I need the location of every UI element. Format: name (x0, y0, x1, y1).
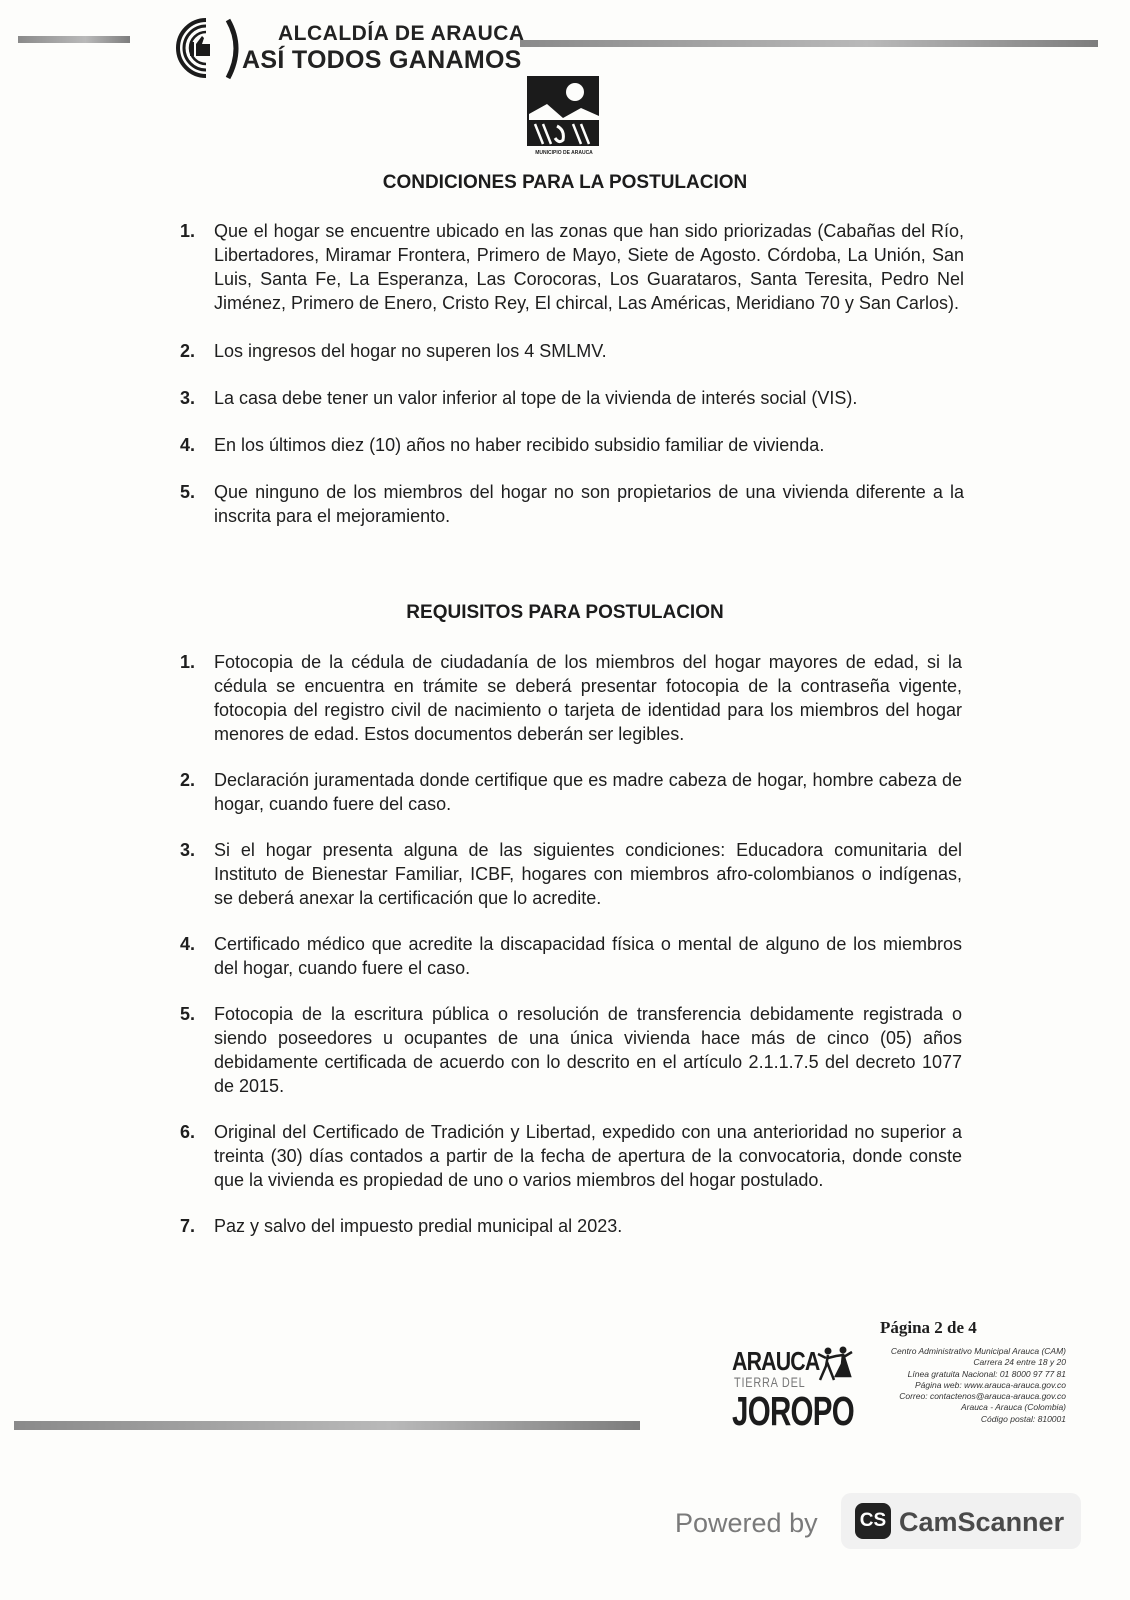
item-number: 2. (180, 341, 196, 361)
item-number: 4. (180, 435, 196, 455)
item-text: Que ninguno de los miembros del hogar no son propietarios de una vivienda diferente a la inscrita para el mejoramiento. (214, 482, 964, 526)
contact-line: Arauca - Arauca (Colombia) (960, 1402, 1066, 1413)
list-item (180, 1120, 962, 1192)
arauca-joropo-logo (732, 1346, 862, 1436)
contact-line: Página web: www.arauca-arauca.gov.co (914, 1379, 1066, 1390)
item-number: 6. (180, 1122, 196, 1142)
list-item (180, 932, 962, 980)
contact-line: Centro Administrativo Municipal Arauca (CAM) (890, 1346, 1066, 1356)
header-rule-left (18, 36, 130, 43)
item-number: 2. (180, 770, 196, 790)
item-text: Si el hogar presenta alguna de las siguientes condiciones: Educadora comunitaria del Instituto de Bienestar Familiar, ICBF, hogares con miembros afro-colombianos o indígenas, se deberá anexar la certificación que lo acredite. (214, 840, 962, 908)
footer-rule (14, 1421, 640, 1430)
logo-arauca-text: ARAUCA (732, 1346, 820, 1376)
municipal-shield-icon (525, 74, 603, 150)
alcaldia-logo (170, 14, 530, 84)
conditions-list (180, 219, 964, 528)
contact-line: Carrera 24 entre 18 y 20 (973, 1357, 1066, 1368)
camscanner-icon: CS (855, 1503, 891, 1539)
camscanner-brand: CamScanner (899, 1507, 1065, 1537)
contact-line: Línea gratuita Nacional: 01 8000 97 77 81 (907, 1368, 1066, 1379)
item-text: Que el hogar se encuentre ubicado en las zonas que han sido priorizadas (Cabañas del Río, Libertadores, Miramar Frontera, Primero de Mayo, Siete de Agosto. Córdoba, La Unión, San Luis, Santa Fe, La Esperanza, Las Corocoras, Los Guarataros, Santa Teresita, Pedro Nel Jiménez, Primero de Enero, Cristo Rey, El chircal, Las Américas, Meridiano 70 y San Carlos). (214, 221, 964, 313)
header-slogan: ASÍ TODOS GANAMOS (242, 46, 522, 74)
header-title: ALCALDÍA DE ARAUCA (278, 22, 525, 45)
item-number: 1. (180, 652, 196, 672)
dancers-icon (816, 1346, 856, 1382)
page-number: Página 2 de 4 (880, 1318, 977, 1337)
requirements-title: REQUISITOS PARA POSTULACION (406, 602, 724, 623)
item-text: La casa debe tener un valor inferior al tope de la vivienda de interés social (VIS). (214, 388, 858, 408)
item-text: Declaración juramentada donde certifique que es madre cabeza de hogar, hombre cabeza de hogar, cuando fuere del caso. (214, 770, 962, 814)
municipio-emblem (525, 74, 615, 160)
list-item (180, 1214, 962, 1238)
camscanner-pill (841, 1493, 1081, 1549)
item-number: 3. (180, 840, 196, 860)
list-item (180, 480, 964, 528)
logo-joropo-text: JOROPO (732, 1388, 854, 1434)
item-number: 5. (180, 1004, 196, 1024)
list-item (180, 838, 962, 910)
item-text: Certificado médico que acredite la discapacidad física o mental de alguno de los miembros del hogar, cuando fuere el caso. (214, 934, 962, 978)
thumbs-up-seal-icon (170, 14, 250, 84)
item-number: 3. (180, 388, 196, 408)
item-text: Paz y salvo del impuesto predial municipal al 2023. (214, 1216, 623, 1236)
list-item (180, 219, 964, 315)
item-number: 4. (180, 934, 196, 954)
list-item (180, 768, 962, 816)
item-text: En los últimos diez (10) años no haber recibido subsidio familiar de vivienda. (214, 435, 825, 455)
list-item (180, 386, 964, 410)
item-text: Fotocopia de la escritura pública o resolución de transferencia debidamente registrada o siendo poseedores u ocupantes de una única vivienda hace más de cinco (05) años debidamente certificada de acuerdo con lo descrito en el artículo 2.1.1.7.5 del decreto 1077 de 2015. (214, 1004, 962, 1096)
powered-by-text: Powered by (675, 1508, 818, 1538)
contact-line: Código postal: 810001 (980, 1413, 1066, 1424)
contact-line: Correo: contactenos@arauca-arauca.gov.co (899, 1391, 1066, 1402)
contact-block (862, 1346, 1066, 1425)
list-item (180, 1002, 962, 1098)
item-text: Original del Certificado de Tradición y Libertad, expedido con una anterioridad no superior a treinta (30) días contados a partir de la fecha de apertura de la convocatoria, donde conste que la vivienda es propiedad de uno o varios miembros del hogar postulado. (214, 1122, 962, 1190)
item-number: 5. (180, 482, 196, 502)
item-number: 7. (180, 1216, 196, 1236)
list-item (180, 650, 962, 746)
emblem-caption: MUNICIPIO DE ARAUCA (535, 150, 593, 156)
list-item (180, 339, 964, 363)
logo-tierra-text: TIERRA DEL (734, 1374, 806, 1390)
list-item (180, 433, 964, 457)
conditions-title: CONDICIONES PARA LA POSTULACION (382, 172, 748, 193)
item-text: Los ingresos del hogar no superen los 4 SMLMV. (214, 341, 607, 361)
header-rule-right (520, 40, 1098, 47)
camscanner-watermark (675, 1492, 1083, 1554)
item-text: Fotocopia de la cédula de ciudadanía de los miembros del hogar mayores de edad, si la cédula se encuentra en trámite se deberá presentar fotocopia de la contraseña vigente, fotocopia del registro civil de nacimiento o tarjeta de identidad para los miembros del hogar menores de edad. Estos documentos deberán ser legibles. (214, 652, 962, 744)
requirements-list (180, 650, 962, 1238)
item-number: 1. (180, 221, 196, 241)
